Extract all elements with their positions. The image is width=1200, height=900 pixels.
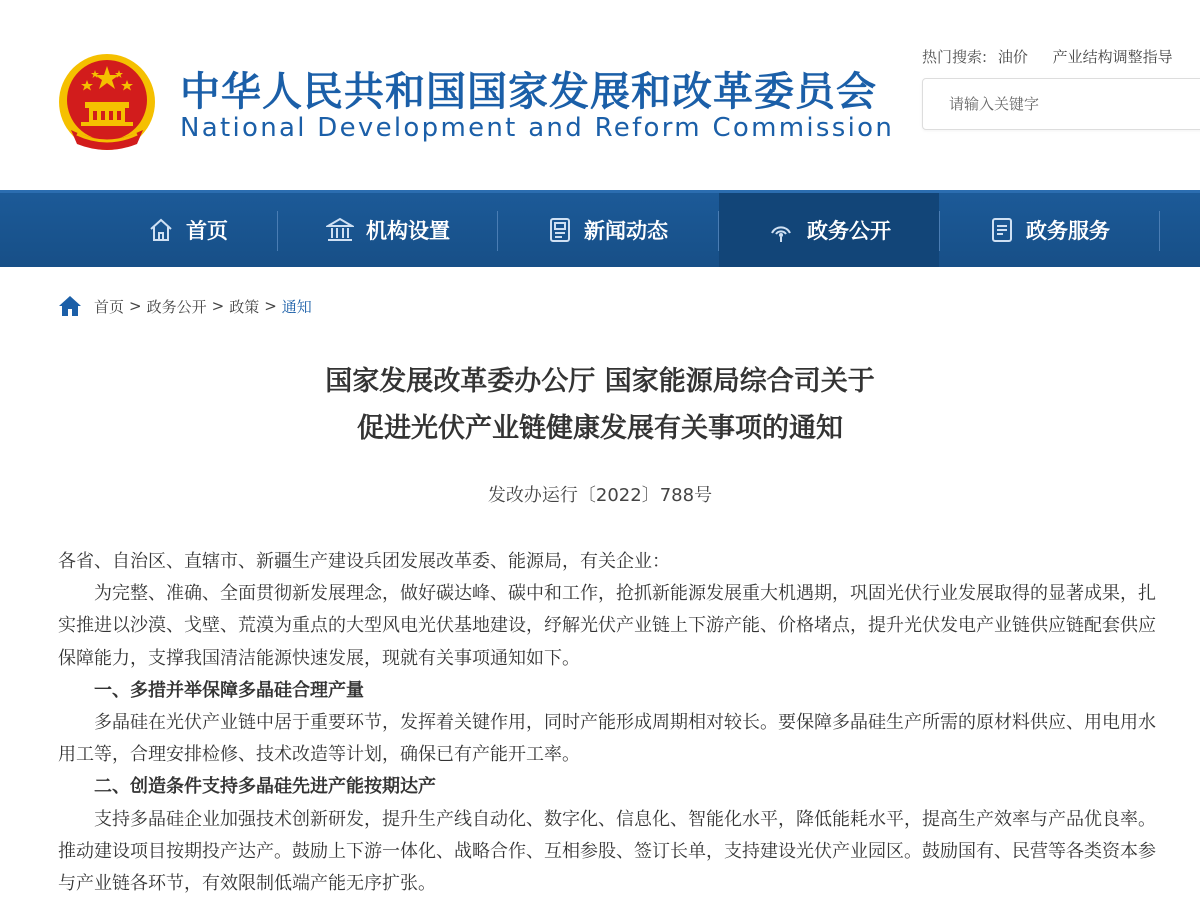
site-title-cn: 中华人民共和国国家发展和改革委员会 <box>180 69 877 115</box>
paragraph: 为完整、准确、全面贯彻新发展理念，做好碳达峰、碳中和工作，抢抓新能源发展重大机遇期，巩固光伏行业发展取得的显著成果，扎实推进以沙漠、戈壁、荒漠为重点的大型风电光伏基地建设，纾解光伏产业链上下游产能、价格堵点，提升光伏发电产业链供应链配套供应保障能力，支撑我国清洁能源快速发展，现就有关事项通知如下。 <box>58 583 1156 669</box>
nav-divider <box>1159 211 1160 251</box>
section-heading: 二、创造条件支持多晶硅先进产能按期达产 <box>94 776 436 798</box>
nav-item-news[interactable] <box>498 193 718 267</box>
paragraph: 支持多晶硅企业加强技术创新研发，提升生产线自动化、数字化、信息化、智能化水平，降低能耗水平，提高生产效率与产品优良率。推动建设项目按期投产达产。鼓励上下游一体化、战略合作、互相参股、签订长单，支持建设光伏产业园区。鼓励国有、民营等各类资本参与产业链各环节，有效限制低端产能无序扩张。 <box>58 808 1156 895</box>
hot-keyword-oil-price[interactable]: 油价 <box>997 48 1028 66</box>
nav-label: 新闻动态 <box>584 219 668 243</box>
broadcast-icon <box>767 217 795 243</box>
nav-item-government-services[interactable] <box>940 193 1160 267</box>
hot-search-label: 热门搜索: <box>922 48 988 66</box>
main-nav <box>0 190 1200 267</box>
salutation: 各省、自治区、直辖市、新疆生产建设兵团发展改革委、能源局，有关企业： <box>58 551 670 572</box>
hot-search <box>922 45 1187 69</box>
paragraph: 多晶硅在光伏产业链中居于重要环节，发挥着关键作用，同时产能形成周期相对较长。要保障多晶硅生产所需的原材料供应、用电用水用工等，合理安排检修、技术改造等计划，确保已有产能开工率。 <box>58 712 1156 766</box>
nav-label: 首页 <box>186 219 228 243</box>
nav-label: 政务公开 <box>807 219 891 243</box>
nav-label: 机构设置 <box>366 219 450 243</box>
search-box <box>922 78 1200 130</box>
search-input[interactable] <box>949 93 1189 115</box>
section-heading: 一、多措并举保障多晶硅合理产量 <box>94 679 364 701</box>
document-icon <box>990 217 1014 243</box>
breadcrumb-government-affairs[interactable]: 政务公开 <box>146 297 207 316</box>
nav-item-government-affairs-public[interactable] <box>719 193 939 267</box>
breadcrumb-separator: > <box>129 297 142 315</box>
breadcrumb-separator: > <box>264 297 277 315</box>
nav-label: 政务服务 <box>1026 219 1110 243</box>
home-icon[interactable] <box>58 295 82 317</box>
nav-item-home[interactable] <box>78 193 298 267</box>
breadcrumb-notice[interactable]: 通知 <box>281 297 312 316</box>
news-icon <box>548 217 572 243</box>
building-icon <box>326 217 354 243</box>
site-title-en: National Development and Reform Commission <box>180 113 895 143</box>
breadcrumb-separator: > <box>211 297 225 315</box>
article-title-line2: 促进光伏产业链健康发展有关事项的通知 <box>357 413 843 444</box>
hot-keyword-industry-guide[interactable]: 产业结构调整指导 <box>1052 48 1173 66</box>
article-title-line1: 国家发展改革委办公厅 国家能源局综合司关于 <box>325 366 875 397</box>
home-outline-icon <box>148 217 174 243</box>
nav-item-organization[interactable] <box>278 193 498 267</box>
breadcrumb <box>58 293 312 319</box>
article-body <box>58 546 1168 900</box>
site-header <box>0 0 1200 190</box>
national-emblem-icon[interactable] <box>57 52 157 156</box>
breadcrumb-home[interactable]: 首页 <box>94 297 125 316</box>
document-number: 发改办运行〔2022〕788号 <box>487 485 713 506</box>
breadcrumb-policy[interactable]: 政策 <box>229 297 260 316</box>
